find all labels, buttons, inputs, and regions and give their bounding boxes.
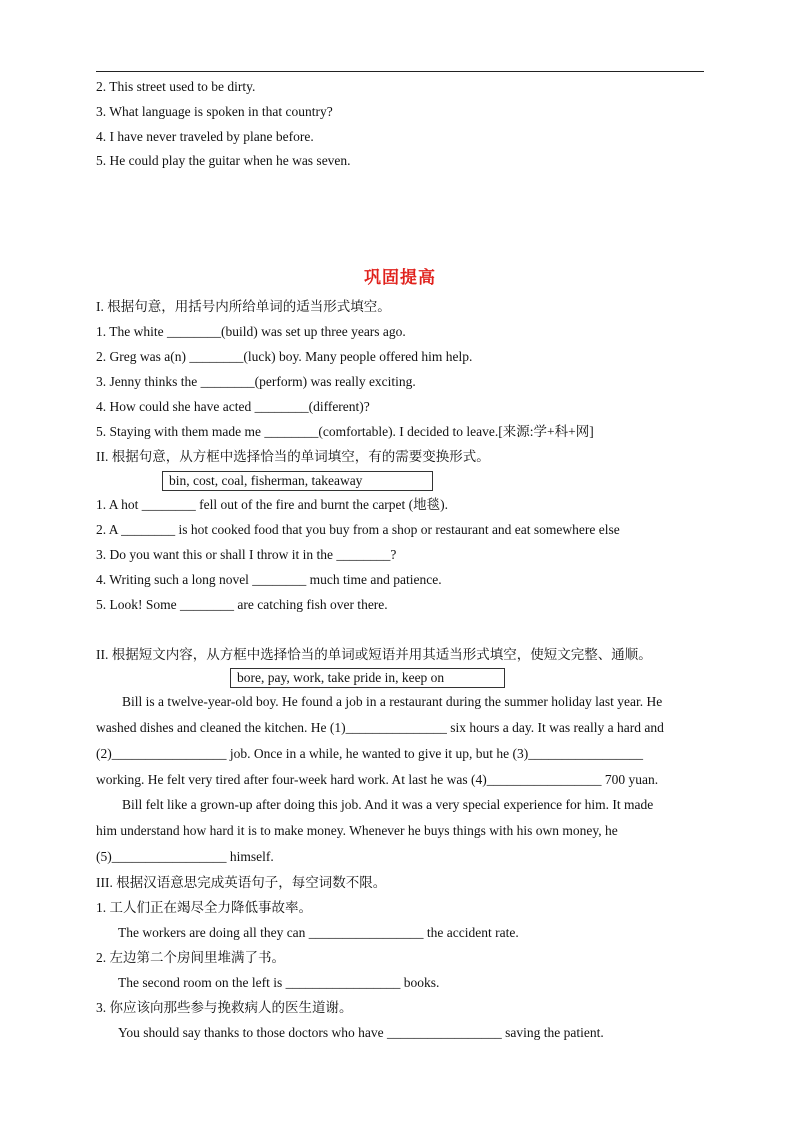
passage-line: (2)_________________ job. Once in a while, he wanted to give it up, but he (3)_________________ [96, 746, 644, 761]
part2-instruction: II. 根据句意，从方框中选择恰当的单词填空，有的需要变换形式。 [96, 449, 490, 464]
part2-item: 4. Writing such a long novel ________ much time and patience. [96, 572, 442, 587]
part2-item: 1. A hot ________ fell out of the fire and burnt the carpet (地毯). [96, 497, 449, 512]
passage-line: Bill felt like a grown-up after doing this job. And it was a very special experience for him. It made [122, 797, 654, 812]
list-item: 5. He could play the guitar when he was seven. [96, 153, 351, 168]
part2-item: 5. Look! Some ________ are catching fish over there. [96, 597, 388, 612]
part4-item-en: You should say thanks to those doctors who have _________________ saving the patient. [118, 1025, 604, 1040]
part1-item: 4. How could she have acted ________(different)? [96, 399, 370, 414]
part4-item-cn: 3. 你应该向那些参与挽救病人的医生道谢。 [96, 1000, 353, 1015]
word-box: bin, cost, coal, fisherman, takeaway [162, 471, 433, 491]
list-item: 2. This street used to be dirty. [96, 79, 256, 94]
header-rule [96, 71, 704, 72]
part4-item-en: The second room on the left is _________________ books. [118, 975, 440, 990]
part4-item-cn: 1. 工人们正在竭尽全力降低事故率。 [96, 900, 312, 915]
part4-instruction: III. 根据汉语意思完成英语句子，每空词数不限。 [96, 875, 387, 890]
list-item: 3. What language is spoken in that country? [96, 104, 333, 119]
part1-item: 1. The white ________(build) was set up three years ago. [96, 324, 406, 339]
part4-item-en: The workers are doing all they can _________________ the accident rate. [118, 925, 519, 940]
passage-line: working. He felt very tired after four-week hard work. At last he was (4)_________________ 700 yuan. [96, 772, 659, 787]
part2-item: 3. Do you want this or shall I throw it in the ________? [96, 547, 397, 562]
part1-instruction: I. 根据句意，用括号内所给单词的适当形式填空。 [96, 299, 391, 314]
part1-item: 2. Greg was a(n) ________(luck) boy. Many people offered him help. [96, 349, 473, 364]
passage-line: washed dishes and cleaned the kitchen. He (1)_______________ six hours a day. It was really a hard and [96, 720, 664, 735]
part1-item: 3. Jenny thinks the ________(perform) was really exciting. [96, 374, 416, 389]
part4-item-cn: 2. 左边第二个房间里堆满了书。 [96, 950, 285, 965]
passage-line: him understand how hard it is to make money. Whenever he buys things with his own money, he [96, 823, 618, 838]
part3-instruction: II. 根据短文内容，从方框中选择恰当的单词或短语并用其适当形式填空，使短文完整、通顺。 [96, 647, 652, 662]
passage-line: (5)_________________ himself. [96, 849, 274, 864]
section-title: 巩固提高 [364, 268, 436, 288]
word-box: bore, pay, work, take pride in, keep on [230, 668, 505, 688]
list-item: 4. I have never traveled by plane before. [96, 129, 314, 144]
part2-item: 2. A ________ is hot cooked food that you buy from a shop or restaurant and eat somewhere else [96, 522, 620, 537]
passage-line: Bill is a twelve-year-old boy. He found a job in a restaurant during the summer holiday last year. He [122, 694, 663, 709]
part1-item: 5. Staying with them made me ________(comfortable). I decided to leave.[来源:学+科+网] [96, 424, 594, 439]
